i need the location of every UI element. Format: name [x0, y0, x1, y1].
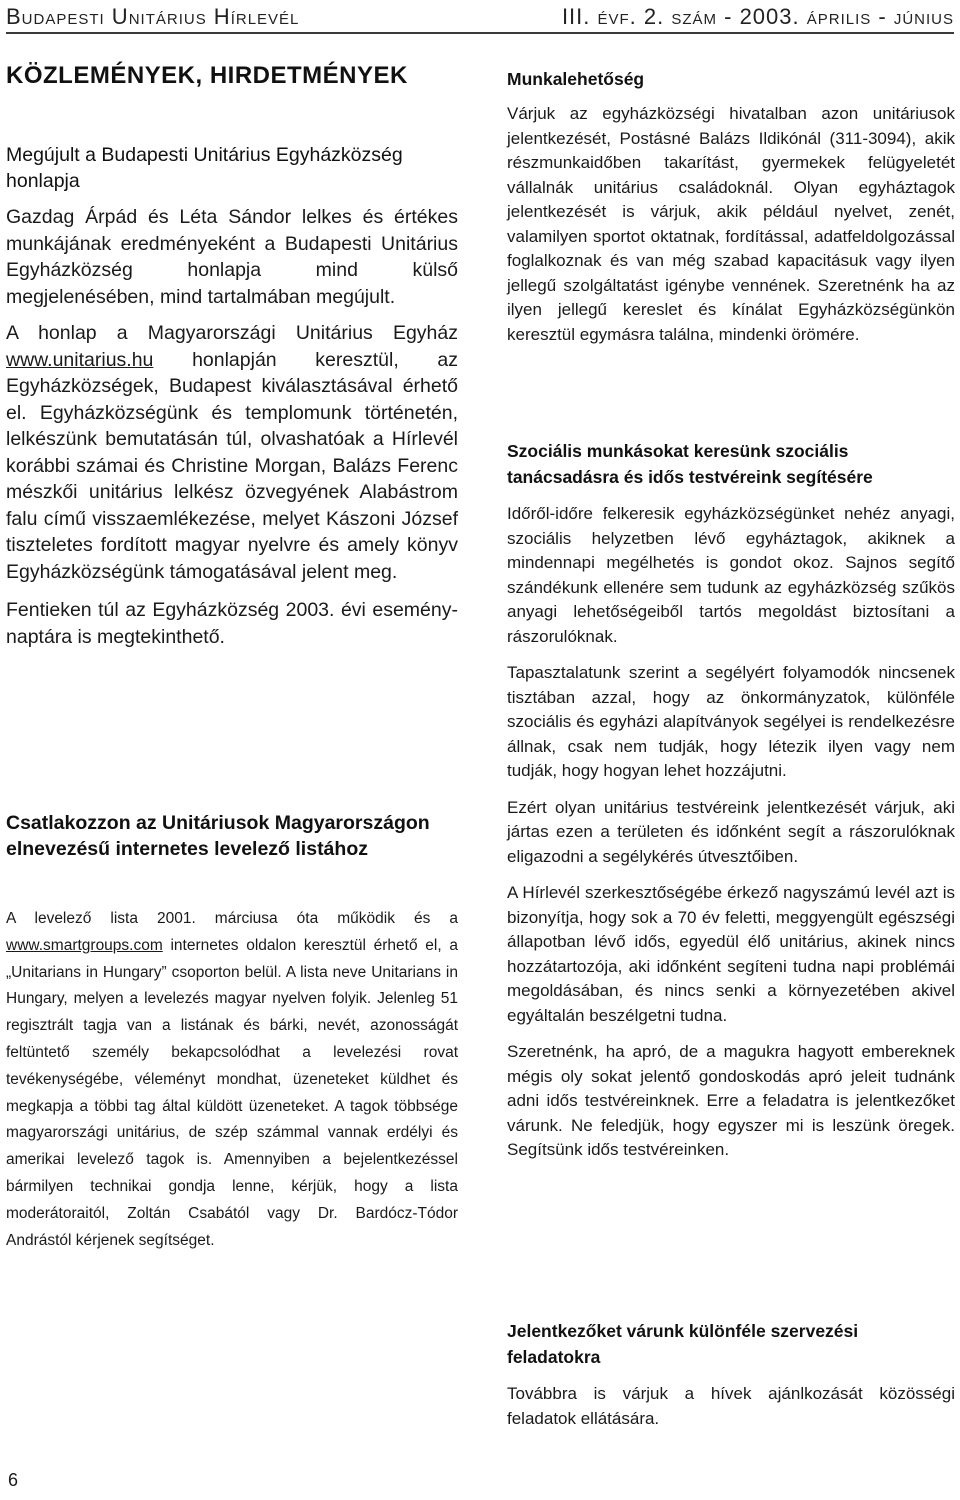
- article-organizing-tasks: [507, 1318, 955, 1431]
- page-number: 6: [8, 1470, 19, 1490]
- text: A honlap a Magyarországi Unitárius Egyház: [6, 322, 458, 344]
- smartgroups-link[interactable]: www.smartgroups.com: [6, 936, 163, 954]
- paragraph: Tapasztalatunk szerint a segélyért folyamodók nincsenek tisztában azzal, hogy az önkormányzatok, különféle szociális és egyházi alapítványok segélyei is rendelkezésre állnak, csak nem tudják, hogy létezik ilyen vagy nem tudják, hogy hogyan lehet hozzájutni.: [507, 663, 955, 780]
- paragraph: [6, 906, 458, 1254]
- paragraph: Várjuk az egyházközségi hivatalban azon unitáriusok jelentkezését, Postásné Balázs Ildikónál (311-3094), akik részmunkaidőben takarítást, gyermekek felügyeletét vállalnák unitárius családoknál. Olyan egyháztagok jelentkezését is várjuk, akik például nyelvet, zenét, valamilyen sportot oktatnak, fordítással, adatfeldolgozással foglalkoznak és van még szabad kapacitásuk vagy ilyen jellegű szolgáltatást igénybe vennének. Szeretnénk ha az ilyen jellegű kereslet és kínálat Egyházközségünkön keresztül egymásra találna, mindenki örömére.: [507, 104, 955, 344]
- paragraph: Szeretnénk, ha apró, de a magukra hagyott embereknek mégis oly sokat jelentő gondoskodás apró jeleit tudnánk adni idős testvéreinknek. Erre a feladatra is jelentkezőket várunk. Ne feledjük, hogy egyszer mi is leszünk öregek. Segítsünk idős testvéreinken.: [507, 1042, 955, 1159]
- issue-info: III. évf. 2. szám - 2003. április - június: [561, 4, 954, 29]
- paragraph: Gazdag Árpád és Léta Sándor lelkes és értékes munkájának eredményeként a Budapesti Unitárius Egyházközség honlapja mind külső megjelenésében, mind tartalmában megújult.: [6, 206, 458, 308]
- text: A levelező lista 2001. márciusa óta működik és a: [6, 910, 458, 927]
- article-job-opportunity: [507, 66, 955, 347]
- newsletter-name: Budapesti Unitárius Hírlevél: [6, 4, 300, 29]
- paragraph: Továbbra is várjuk a hívek ajánlkozását közösségi feladatok ellátására.: [507, 1384, 955, 1428]
- text: internetes oldalon keresztül érhető el, a „Unitarians in Hungary” csoporton belül. A lista neve Unitarians in Hungary, melyen a levelezés magyar nyelven folyik. Jelenleg 51 regisztrált tagja van a listának és bárki, nevét, azonosságát feltüntető személy bekapcsolódhat a levelezési rovat tevékenységébe, véleményt mondhat, üzeneteket küldhet és megkapja a többi tag által küldött üzeneteket. A tagok többsége magyarországi unitárius, de szép számmal vannak erdélyi és amerikai levelező tagok is. Amennyiben a bejelentkezéssel bármilyen technikai gondja lenne, kérjük, hogy a lista moderátoraitól, Zoltán Csabától vagy Dr. Bardócz-Tódor Andrástól kérjenek segítséget.: [6, 936, 458, 1249]
- article-title: Munkalehetőség: [507, 69, 645, 89]
- article-mailing-list: [6, 810, 458, 1254]
- text: honlapján keresztül, az Egyházközségek, Budapest kiválasztásával érhető el. Egyházközségünk és templomunk történetén, lelkészünk bemutatásán túl, olvashatóak a Hírlevél korábbi számai és Christine Morgan, Balázs Ferenc mészkői unitárius lelkész özvegyének Alabástrom falu című visszaemlékezése, melyet Kászoni József tiszteletes fordított magyar nyelvre és amely könyv Egyházközségünk támogatásával jelent meg.: [6, 348, 458, 583]
- section-title: KÖZLEMÉNYEK, HIRDETMÉNYEK: [6, 62, 408, 89]
- unitarius-link[interactable]: www.unitarius.hu: [6, 348, 154, 371]
- article-homepage: [6, 142, 458, 650]
- article-title: Szociális munkásokat keresünk szociális tanácsadásra és idős testvéreink segítésére: [507, 441, 873, 487]
- article-title: Csatlakozzon az Unitáriusok Magyarországon elnevezésű internetes levelező listához: [6, 812, 430, 860]
- paragraph: Fentieken túl az Egyházközség 2003. évi esemény-naptára is megtekinthető.: [6, 599, 458, 648]
- paragraph: Ezért olyan unitárius testvéreink jelentkezését várjuk, aki jártas ezen a területen és időnként segít a rászorulóknak eligazodni a segélykérés útvesztőiben.: [507, 797, 955, 866]
- article-title: Jelentkezőket várunk különféle szervezési feladatokra: [507, 1321, 859, 1367]
- article-title: Megújult a Budapesti Unitárius Egyházközség honlapja: [6, 144, 403, 192]
- article-social-workers: [507, 438, 955, 1163]
- paragraph: [6, 320, 458, 585]
- paragraph: Időről-időre felkeresik egyházközségünket nehéz anyagi, szociális helyzetben lévő egyháztagok, akiknek a mindennapi megélhetés is gondot okoz. Sajnos segítő szándékunk ellenére sem tudunk az egyházközség szűkös anyagi lehetőségeiből tartós megoldást biztosítani a rászorulóknak.: [507, 504, 955, 646]
- page-header: [6, 2, 954, 34]
- paragraph: A Hírlevél szerkesztőségébe érkező nagyszámú levél azt is bizonyítja, hogy sok a 70 év feletti, meggyengült egészségi állapotban lévő idős, egyedül élő unitárius, akinek nincs hozzátartozója, aki időnként segíteni tudna napi problémái megoldásában, és nincs senki a környezetében akivel egyáltalán beszélgetni tudna.: [507, 883, 955, 1025]
